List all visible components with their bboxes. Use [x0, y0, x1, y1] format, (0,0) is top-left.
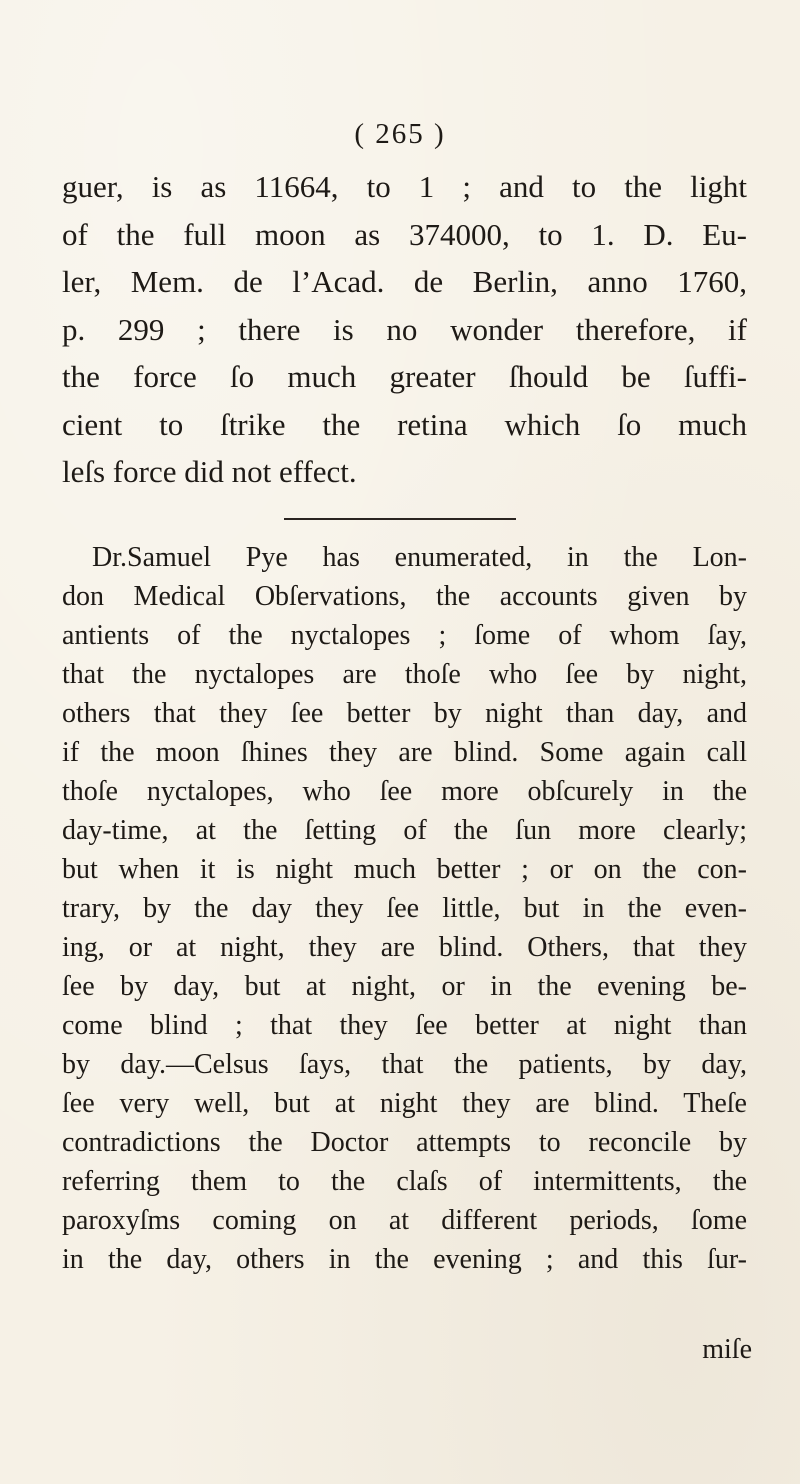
text-line: by day.—Celsus ſays, that the patients, by day,: [62, 1049, 747, 1080]
text-line: referring them to the claſs of intermittents, the: [62, 1166, 747, 1197]
text-line: others that they ſee better by night than day, and: [62, 698, 747, 729]
text-line: but when it is night much better ; or on the con-: [62, 854, 747, 885]
text-line: ſee by day, but at night, or in the evening be-: [62, 971, 747, 1002]
text-line: of the full moon as 374000, to 1. D. Eu-: [62, 216, 747, 252]
text-line: if the moon ſhines they are blind. Some again call: [62, 737, 747, 768]
text-line: antients of the nyctalopes ; ſome of whom ſay,: [62, 620, 747, 651]
text-line: cient to ſtrike the retina which ſo much: [62, 406, 747, 442]
text-line: day-time, at the ſetting of the ſun more clearly;: [62, 815, 747, 846]
catchword: miſe: [702, 1334, 752, 1365]
paragraph-1: [62, 163, 747, 496]
text-line: don Medical Obſervations, the accounts given by: [62, 581, 747, 612]
text-line: ing, or at night, they are blind. Others, that they: [62, 932, 747, 963]
text-line: guer, is as 11664, to 1 ; and to the light: [62, 169, 747, 204]
text-line: paroxyſms coming on at different periods, ſome: [62, 1205, 747, 1236]
text-line: p. 299 ; there is no wonder therefore, if: [62, 311, 747, 347]
text-line: in the day, others in the evening ; and this ſur-: [62, 1244, 747, 1275]
text-line: contradictions the Doctor attempts to reconcile by: [62, 1127, 747, 1158]
text-line: that the nyctalopes are thoſe who ſee by night,: [62, 659, 747, 690]
text-line: thoſe nyctalopes, who ſee more obſcurely in the: [62, 776, 747, 807]
text-line: leſs force did not effect.: [62, 454, 357, 489]
text-line: trary, by the day they ſee little, but in the even-: [62, 893, 747, 924]
page-number: ( 265 ): [354, 118, 446, 150]
text-line: come blind ; that they ſee better at night than: [62, 1010, 747, 1041]
text-line: Dr.Samuel Pye has enumerated, in the Lon-: [92, 542, 747, 573]
text-line: ler, Mem. de l’Acad. de Berlin, anno 1760,: [62, 264, 747, 299]
text-line: the force ſo much greater ſhould be ſuffi-: [62, 359, 747, 394]
section-divider: [284, 518, 516, 520]
text-line: ſee very well, but at night they are blind. Theſe: [62, 1088, 747, 1119]
paragraph-2: [62, 538, 747, 1279]
